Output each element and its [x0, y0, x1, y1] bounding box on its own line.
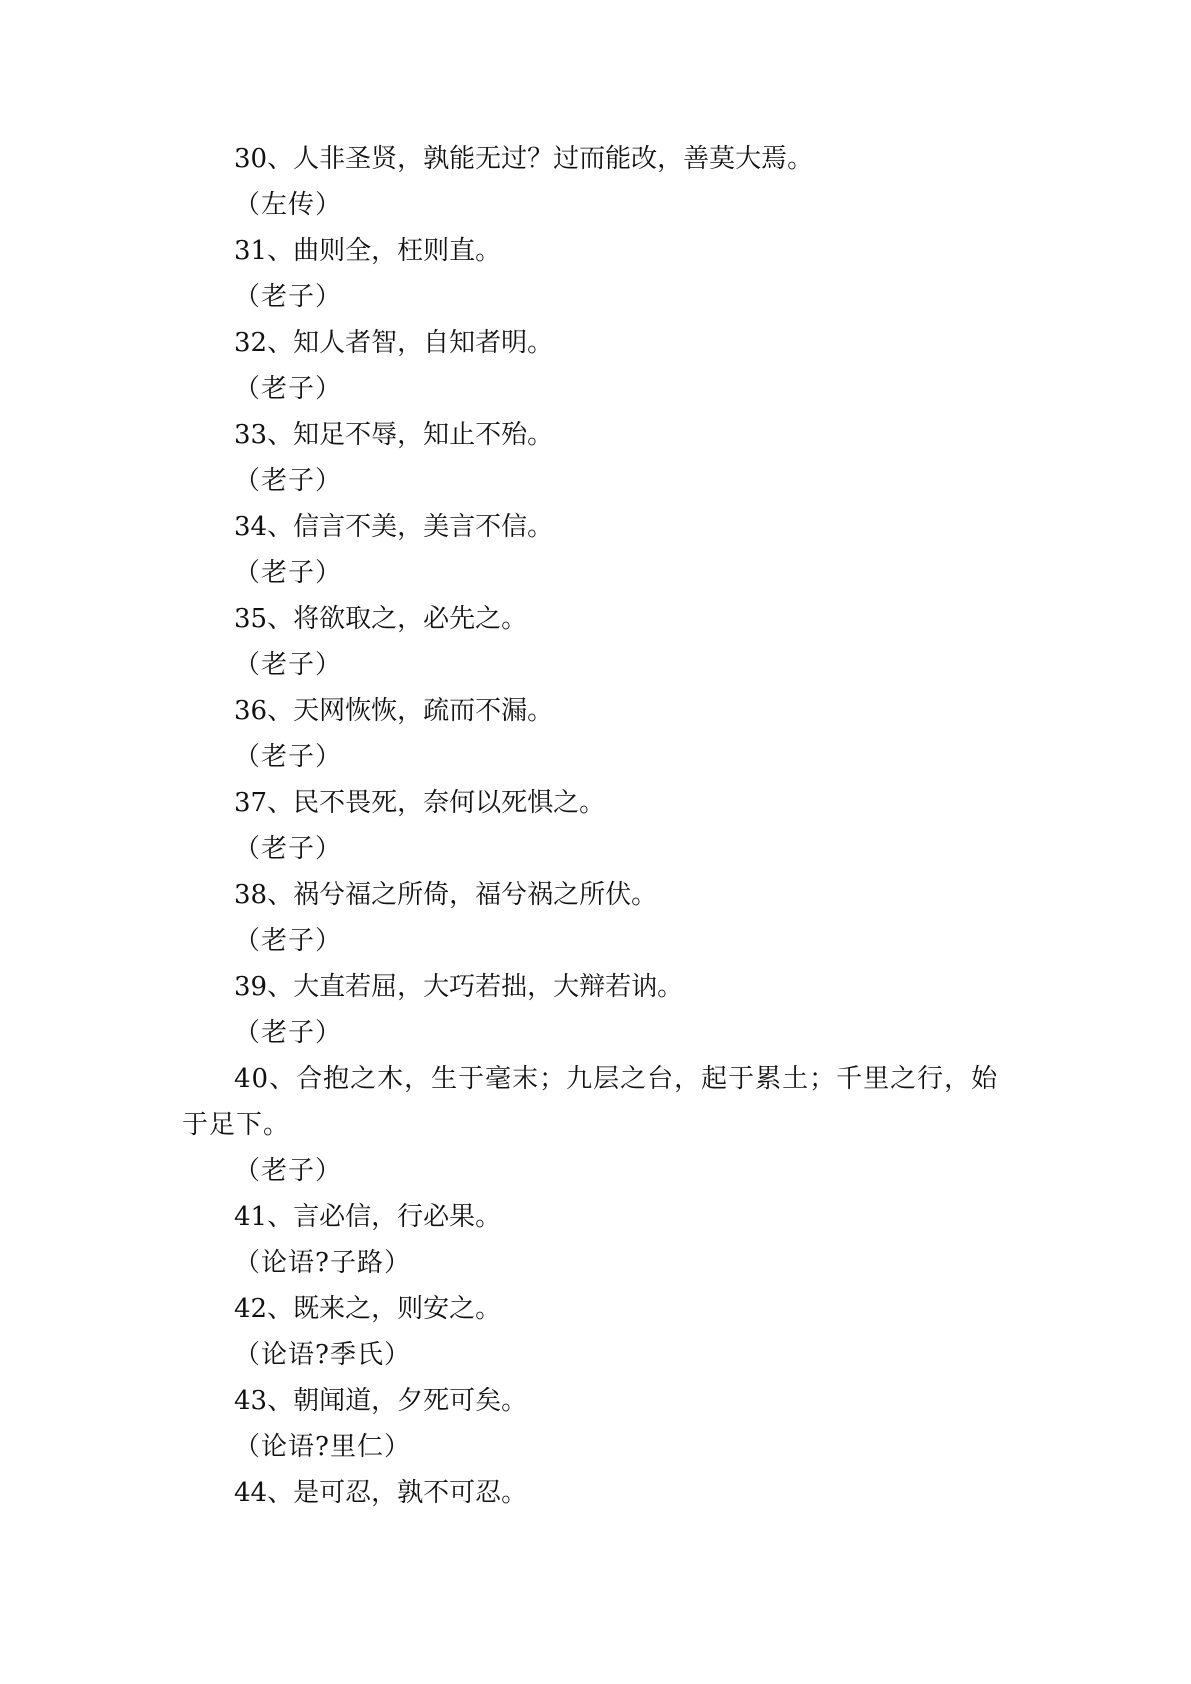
source-41: （论语?子路） [234, 1248, 411, 1278]
source-32: （老子） [234, 374, 343, 404]
source-34: （老子） [234, 558, 343, 588]
quote-42: 42、既来之，则安之。 [234, 1294, 502, 1324]
quote-35: 35、将欲取之，必先之。 [234, 604, 528, 634]
quote-34: 34、信言不美，美言不信。 [234, 512, 554, 542]
quote-39: 39、大直若屈，大巧若拙，大辩若讷。 [234, 972, 684, 1002]
quote-44: 44、是可忍，孰不可忍。 [234, 1478, 528, 1508]
source-33: （老子） [234, 466, 343, 496]
quote-37: 37、民不畏死，奈何以死惧之。 [234, 788, 606, 818]
document-content [182, 136, 1022, 1516]
source-38: （老子） [234, 926, 343, 956]
quote-40: 40、合抱之木，生于毫末；九层之台，起于累土；千里之行，始于足下。 [182, 1064, 999, 1140]
quote-38: 38、祸兮福之所倚，福兮祸之所伏。 [234, 880, 658, 910]
source-30: （左传） [234, 190, 343, 220]
source-40: （老子） [234, 1156, 343, 1186]
quote-30: 30、人非圣贤，孰能无过？过而能改，善莫大焉。 [234, 144, 814, 174]
quote-43: 43、朝闻道，夕死可矣。 [234, 1386, 528, 1416]
quote-41: 41、言必信，行必果。 [234, 1202, 502, 1232]
quote-36: 36、天网恢恢，疏而不漏。 [234, 696, 554, 726]
source-42: （论语?季氏） [234, 1340, 411, 1370]
quote-31: 31、曲则全，枉则直。 [234, 236, 502, 266]
source-39: （老子） [234, 1018, 343, 1048]
source-31: （老子） [234, 282, 343, 312]
source-35: （老子） [234, 650, 343, 680]
quote-33: 33、知足不辱，知止不殆。 [234, 420, 554, 450]
source-37: （老子） [234, 834, 343, 864]
quote-32: 32、知人者智，自知者明。 [234, 328, 554, 358]
source-43: （论语?里仁） [234, 1432, 411, 1462]
source-36: （老子） [234, 742, 343, 772]
